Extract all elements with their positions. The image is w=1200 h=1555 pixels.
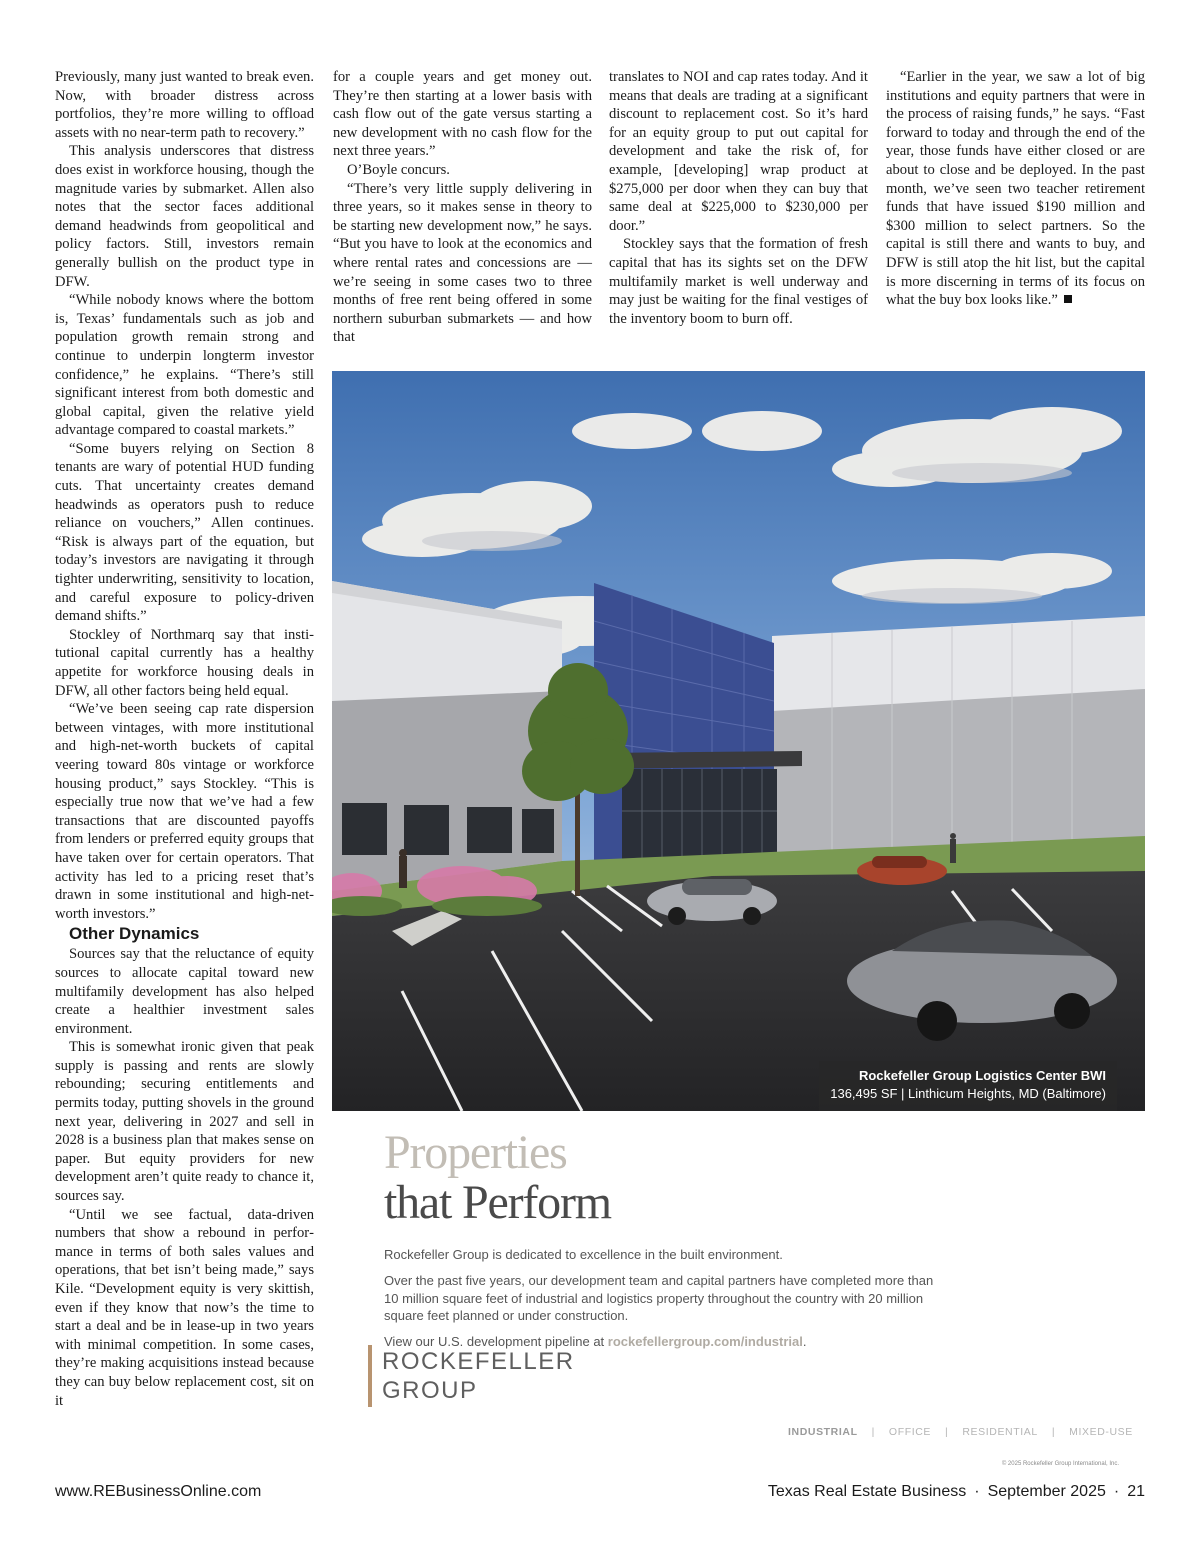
ad-intro-text: Rockefeller Group is dedicated to excellence in the built environment. [384,1247,783,1262]
footer-folio [768,1481,1145,1503]
paragraph: “While nobody knows where the bottom is, Texas’ fundamentals such as job and population growth remain strong and continue to underpin longterm investor confidence,” he explains. “There’s still significant interest from both domestic and global capital, given the relative yield advantage compared to coastal markets.” [55,292,314,439]
cta-suffix: . [802,1334,807,1349]
segment-separator: | [945,1426,949,1438]
section-subhead: Other Dynamics [69,924,200,944]
paragraph: “Some buyers relying on Section 8 tenants are wary of potential HUD funding cuts. That uncertainty creates demand headwinds as operators push to reduce reliance on vouchers,” Allen continues. “Risk is always part of the equation, but today’s investors are navigating it through tighter underwriting, sensitivity to location, and careful exposure to policy-driven demand shifts.” [55,440,314,625]
paragraph: translates to NOI and cap rates today. And it means that deals are trading at a significant discount to replacement cost. So it’s hard for an equity group to put out capital for development and take the risk of, for example, [developing] wrap product at $275,000 per door when they can buy that same deal at $225,000 to $230,000 per door.” [609,69,868,234]
caption-subtitle: 136,495 SF | Linthicum Heights, MD (Baltimore) [830,1086,1106,1101]
segment-office: OFFICE [888,1426,932,1438]
end-of-story-mark [1064,295,1072,303]
paragraph: Stockley of Northmarq say that institutional capital currently has a healthy appetite for workforce housing deals in DFW, all other factors being held equal. [55,626,314,699]
paragraph: “Until we see factual, data-driven numbers that show a rebound in performance in terms of both sales values and operations, that bet isn’t being made,” says Kile. “Development equity is very skittish, even if they know that now’s the time to start a deal and be in lease-up in two years with minimal competition. In some cases, they’re making acquisitions instead because they can buy below replacement cost, sit on it [55,1206,314,1409]
paragraph: Stockley says that the formation of fresh capital that has its sights set on the DFW multifamily market is well underway and may just be waiting for the final vestiges of the inventory boom to burn off. [609,236,868,327]
paragraph: Sources say that the reluctance of equity sources to allocate capital toward new multifamily development has also helped create a healthier investment sales environment. [55,946,314,1037]
footer-website[interactable]: www.REBusinessOnline.com [55,1483,262,1500]
article-column-3 [609,68,868,328]
issue-date: September 2025 [987,1483,1106,1500]
paragraph: This is somewhat ironic given that peak supply is passing and rents are slowly rebounding; securing entitlements and permits today, putting shovels in the ground next year, delivering in 2027 and sell in 2028 is a business plan that makes sense on paper. But equity providers for new development aren’t quite ready to chance it, sources say. [55,1039,314,1205]
page-number: 21 [1127,1483,1145,1500]
folio-separator: · [974,1483,980,1500]
article-column-2 [333,68,592,347]
segment-residential: RESIDENTIAL [962,1426,1038,1438]
paragraph-text: “Earlier in the year, we saw a lot of big institutions and equity partners that were in the process of raising funds,” he says. “Fast forward to today and through the end of the year, those funds have either closed or are about to close and be deployed. In the past month, we’ve seen two teacher retirement funds that have issued $190 million and $300 million to select partners. So the capital is still there and wants to buy, and DFW is still atop the hit list, but the capital is more discerning in terms of its focus on what the buy box looks like.” [886,69,1145,309]
paragraph [886,68,1145,310]
folio-separator: · [1113,1483,1120,1500]
photo-caption [819,1061,1117,1111]
segment-separator: | [1051,1426,1056,1438]
paragraph: “There’s very little supply delivering in three years, so it makes sense in theory to be starting new development now,” he says. “But you have to look at the economics and where rental rates and concessions are — we’re seeing in some cases two to three months of free rent being offered in some northern suburban submarkets — and how that [333,180,592,346]
article-column-1 [55,68,314,1410]
logo-line-1: ROCKEFELLER [382,1348,575,1375]
paragraph: O’Boyle concurs. [347,161,450,178]
business-segments [788,1426,1133,1438]
segment-separator: | [871,1426,875,1438]
ad-headline-line-2: that Perform [384,1176,611,1229]
logo-line-2: GROUP [382,1377,478,1404]
pipeline-link[interactable]: rockefellergroup.com/industrial [607,1334,803,1349]
cta-prefix: View our U.S. development pipeline at [384,1334,608,1349]
ad-body-text: Over the past five years, our development team and capital partners have completed more than 10 million square feet of industrial and logistics property throughout the country with 20 million square feet planned or under construction. [384,1273,934,1323]
caption-title: Rockefeller Group Logistics Center BWI [858,1068,1106,1083]
logo-wordmark [382,1347,575,1405]
article-column-4 [886,68,1145,310]
ad-headline-line-1: Properties [384,1126,567,1179]
publication-name: Texas Real Estate Business [767,1483,967,1500]
advertisement [332,371,1145,1483]
paragraph: This analysis underscores that distress does exist in workforce housing, though the magnitude varies by submarket. Allen also notes that the sector faces additional demand headwinds from geopolitical and policy factors. Still, investors remain generally bullish on the product type in DFW. [55,143,314,290]
copyright-notice: © 2025 Rockefeller Group International, Inc. [1001,1461,1119,1467]
warehouse-rendering-image [332,371,1145,1111]
segment-mixed-use: MIXED-USE [1069,1426,1133,1438]
paragraph: Previously, many just wanted to break even. Now, with broader distress across portfolios, they’re more willing to offload assets with no near-term path to recovery.” [55,69,314,141]
logo-accent-bar [368,1345,372,1407]
paragraph: for a couple years and get money out. They’re then starting at a lower basis with cash flow out of the gate versus starting a new development with no cash flow for the next three years.” [333,69,592,160]
paragraph: “We’ve been seeing cap rate dispersion between vintages, with more institutional and high-net-worth buckets of capital veering toward 80s vintage or workforce housing product,” says Stockley. “This is especially true now that we’ve had a few transactions that are discounted payoffs from lenders or preferred equity groups that have taken over for certain operators. That activity has led to a pricing reset that’s drawn in some institutional and high-net-worth investors.” [55,701,314,922]
segment-industrial: INDUSTRIAL [788,1426,858,1438]
